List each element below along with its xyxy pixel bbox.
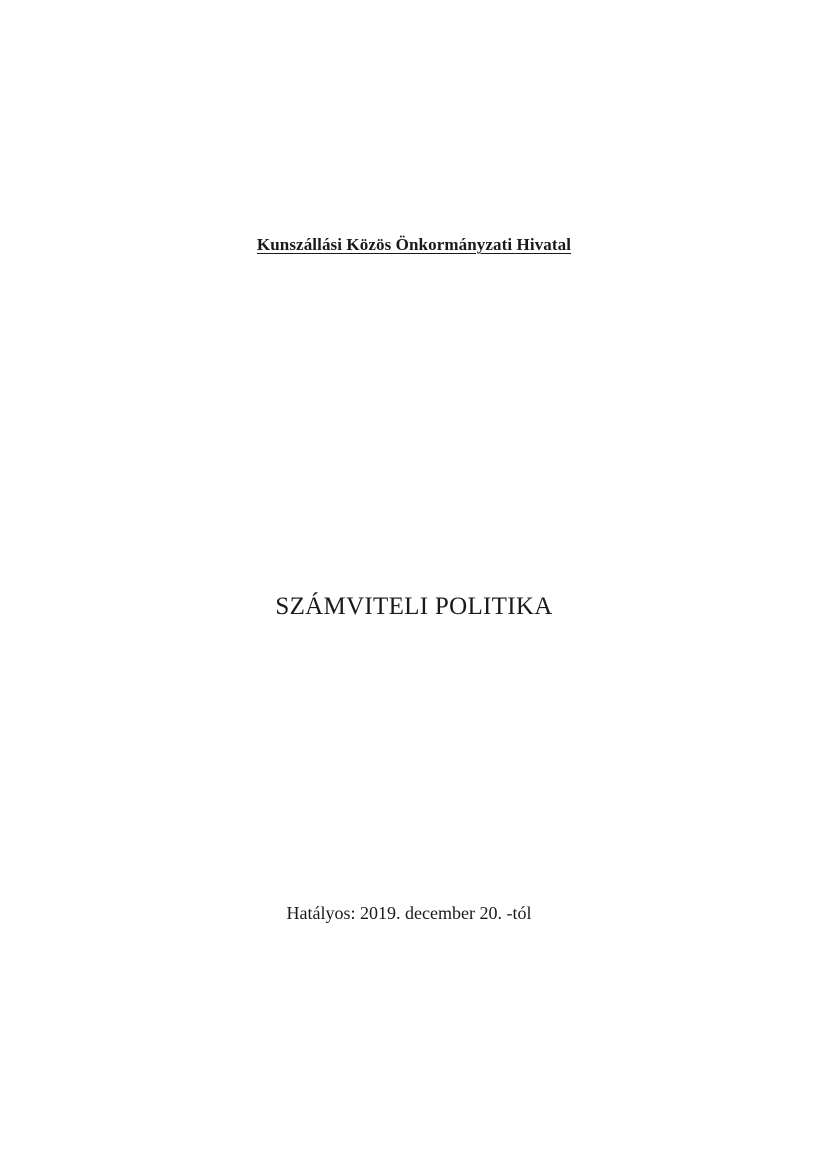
document-title: SZÁMVITELI POLITIKA xyxy=(275,593,553,620)
institution-name-block xyxy=(0,234,828,256)
institution-name: Kunszállási Közös Önkormányzati Hivatal xyxy=(256,235,572,254)
effective-date: Hatályos: 2019. december 20. -tól xyxy=(286,903,532,923)
